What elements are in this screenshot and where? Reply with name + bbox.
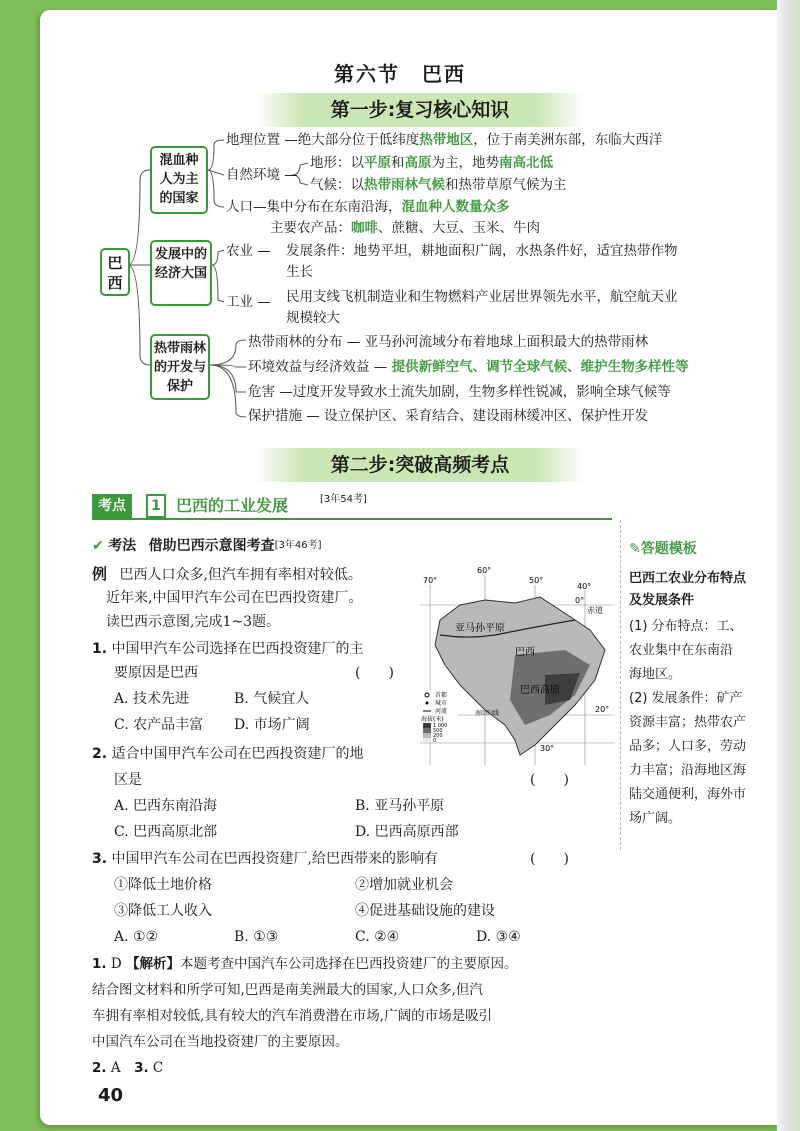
agri-coffee: 咖啡 bbox=[351, 220, 378, 236]
terrain-and: 和 bbox=[391, 155, 405, 171]
q2-stem-1 bbox=[92, 743, 364, 765]
map-equator: 赤道 bbox=[587, 606, 603, 615]
answer-line-4: 中国汽车公司在当地投资建厂的主要原因。 bbox=[92, 1034, 349, 1050]
answer-tag: 【解析】 bbox=[125, 956, 180, 972]
q3-opt-c: C. ②④ bbox=[355, 929, 400, 945]
root-node bbox=[100, 248, 130, 296]
legend-elev-200: 200 bbox=[433, 733, 443, 739]
q3-item-4: ④促进基础设施的建设 bbox=[355, 903, 495, 919]
answer-line-3: 车拥有率相对较低,具有较大的汽车消费潜在市场,广阔的市场是吸引 bbox=[92, 1008, 493, 1024]
elev-200-swatch bbox=[423, 733, 431, 738]
step1-banner: 第一步:复习核心知识 bbox=[255, 93, 585, 127]
elev-1000-swatch bbox=[423, 723, 431, 728]
page-edge bbox=[777, 0, 800, 1131]
map-lat-30: 30° bbox=[540, 744, 555, 753]
check-icon: ✔ bbox=[92, 538, 104, 554]
map-lon-70: 70° bbox=[423, 576, 438, 585]
answer-line-5 bbox=[92, 1057, 163, 1079]
map-plateau-label: 巴西高原 bbox=[520, 685, 560, 696]
agri-cond-1: 发展条件：地势平坦，耕地面积广阔，水热条件好，适宜热带作物 bbox=[286, 243, 678, 259]
answer-line-2: 结合图文材料和所学可知,巴西是南美洲最大的国家,人口众多,但汽 bbox=[92, 982, 483, 998]
legend-elev-500: 500 bbox=[433, 728, 443, 734]
sidebar-title-row bbox=[629, 538, 697, 558]
sidebar-line-5: 海地区。 bbox=[629, 667, 682, 682]
sidebar-line-10: 陆交通便利，海外市 bbox=[629, 787, 747, 802]
ind-line-1: 民用支线飞机制造业和生物燃料产业居世界领先水平，航空航天业 bbox=[286, 289, 678, 305]
kaodian-bar bbox=[92, 494, 612, 520]
agri-label: 农业 bbox=[226, 243, 253, 259]
brazil-map bbox=[415, 565, 615, 770]
map-lon-40: 40° bbox=[577, 582, 592, 591]
sidebar-line-11: 场广阔。 bbox=[629, 811, 682, 826]
geo-location-highlight: 热带地区 bbox=[419, 132, 474, 148]
branch-economy-label: 发展中的经济大国 bbox=[154, 247, 207, 281]
q3-item-1: ①降低土地价格 bbox=[114, 877, 212, 893]
nature-label-row: 自然环境 — bbox=[226, 167, 298, 183]
sidebar-line-4: 农业集中在东南沿 bbox=[629, 643, 734, 658]
q3-num: 3. bbox=[92, 851, 108, 867]
elev-500-swatch bbox=[423, 728, 431, 733]
terrain-plain: 平原 bbox=[364, 155, 391, 171]
q2-opt-d: D. 巴西高原西部 bbox=[355, 824, 459, 840]
rainforest-benefit-row bbox=[248, 357, 689, 377]
branch-rainforest bbox=[150, 334, 210, 400]
agri-products-row bbox=[270, 218, 540, 238]
benefit-highlight: 提供新鲜空气、调节全球气候、维护生物多样性等 bbox=[391, 359, 689, 375]
q1-opt-c: C. 农产品丰富 bbox=[114, 717, 204, 733]
terrain-row bbox=[310, 153, 553, 173]
q1-paren: ( ) bbox=[355, 665, 394, 681]
legend-capital: 首都 bbox=[435, 692, 448, 699]
map-plain-label: 亚马孙平原 bbox=[455, 623, 505, 634]
population-text: —集中分布在东南沿海， bbox=[253, 199, 402, 215]
branch-mixed-race bbox=[150, 146, 208, 214]
climate-highlight: 热带雨林气候 bbox=[364, 177, 445, 193]
root-label: 巴西 bbox=[107, 254, 123, 292]
sidebar-line-8: 品多；人口多，劳动 bbox=[629, 739, 747, 754]
geo-location-label: 地理位置 bbox=[226, 132, 280, 148]
answer-letter: D bbox=[110, 956, 122, 972]
population-label: 人口 bbox=[226, 199, 253, 215]
answer3-num: 3. bbox=[134, 1060, 149, 1076]
map-lon-60: 60° bbox=[477, 566, 492, 575]
kaodian-tag: 考点 bbox=[92, 494, 132, 518]
terrain-text-b: 为主，地势 bbox=[431, 155, 499, 171]
map-lat-20: 20° bbox=[595, 705, 610, 714]
agri-products-text: 、蔗糖、大豆、玉米、牛肉 bbox=[378, 220, 540, 236]
kaodian-stat: [3年54考] bbox=[320, 494, 367, 505]
kaofa-row bbox=[92, 535, 322, 557]
kaodian-number: 1 bbox=[146, 494, 166, 518]
sidebar-title: 答题模板 bbox=[640, 541, 697, 557]
q2-stem-text: 适合中国甲汽车公司在巴西投资建厂的地 bbox=[111, 746, 364, 762]
example-line-2: 近年来,中国甲汽车公司在巴西投资建厂。 bbox=[106, 590, 363, 606]
legend-elev-1000: 1 000 bbox=[433, 723, 448, 729]
branch-economy bbox=[150, 240, 212, 306]
step2-banner: 第二步:突破高频考点 bbox=[255, 448, 585, 482]
section-title: 第六节 巴西 bbox=[334, 62, 466, 86]
agri-products-label: 主要农产品： bbox=[270, 220, 351, 236]
legend-elev-0: 0 bbox=[433, 738, 437, 744]
example-line-3: 读巴西示意图,完成1~3题。 bbox=[106, 614, 280, 630]
rainforest-dist: 热带雨林的分布 — 亚马孙河流域分布着地球上面积最大的热带雨林 bbox=[248, 334, 649, 350]
answer-text-1: 本题考查中国汽车公司选择在巴西投资建厂的主要原因。 bbox=[179, 956, 518, 972]
geo-location-text: —绝大部分位于低纬度 bbox=[284, 132, 420, 148]
rainforest-harm: 危害 —过度开发导致水土流失加剧，生物多样性锐减，影响全球气候等 bbox=[248, 384, 671, 400]
city-symbol bbox=[426, 702, 429, 705]
sidebar-line-6: (2) 发展条件：矿产 bbox=[629, 691, 743, 706]
sidebar-line-9: 力丰富；沿海地区海 bbox=[629, 763, 747, 778]
terrain-text: 地形：以 bbox=[310, 155, 364, 171]
kaofa-title: 借助巴西示意图考查 bbox=[148, 538, 275, 554]
q1-stem-1 bbox=[92, 638, 364, 660]
q2-num: 2. bbox=[92, 746, 108, 762]
map-tropic: 南回归线 bbox=[475, 710, 500, 717]
q1-num: 1. bbox=[92, 641, 108, 657]
answer-template-sidebar bbox=[620, 520, 770, 850]
climate-text-b: 和热带草原气候为主 bbox=[445, 177, 567, 193]
ind-line-2: 规模较大 bbox=[286, 310, 340, 326]
q3-opt-b: B. ①③ bbox=[234, 929, 279, 945]
sidebar-line-7: 资源丰富；热带农产 bbox=[629, 715, 747, 730]
q3-stem bbox=[92, 848, 438, 870]
answer-num: 1. bbox=[92, 956, 107, 972]
q1-stem-2: 要原因是巴西 bbox=[114, 665, 198, 681]
q1-stem-text: 中国甲汽车公司选择在巴西投资建厂的主 bbox=[111, 641, 364, 657]
terrain-slope: 南高北低 bbox=[499, 155, 553, 171]
branch-rainforest-label: 热带雨林的开发与保护 bbox=[154, 341, 207, 394]
example-label: 例 bbox=[92, 565, 108, 583]
answer2-letter: A bbox=[110, 1060, 121, 1076]
answer2-num: 2. bbox=[92, 1060, 107, 1076]
q3-opt-a: A. ①② bbox=[114, 929, 159, 945]
map-lat-0: 0° bbox=[575, 596, 585, 605]
legend-elev: 海拔(米) bbox=[421, 716, 444, 723]
q3-opt-d: D. ③④ bbox=[476, 929, 521, 945]
sidebar-line-2: 及发展条件 bbox=[629, 593, 695, 608]
rainforest-protect: 保护措施 — 设立保护区、采育结合、建设雨林缓冲区、保护性开发 bbox=[248, 408, 649, 424]
kaofa-label: 考法 bbox=[108, 538, 137, 554]
ind-label: 工业 bbox=[226, 294, 253, 310]
answer3-letter: C bbox=[152, 1060, 164, 1076]
q2-opt-a: A. 巴西东南沿海 bbox=[114, 798, 218, 814]
q2-opt-b: B. 亚马孙平原 bbox=[355, 798, 445, 814]
q3-paren: ( ) bbox=[530, 851, 569, 867]
example-line-1 bbox=[92, 563, 362, 586]
nature-label: 自然环境 bbox=[226, 167, 280, 183]
q3-item-3: ③降低工人收入 bbox=[114, 903, 212, 919]
pencil-icon: ✎ bbox=[629, 541, 641, 557]
benefit-label: 环境效益与经济效益 — bbox=[248, 359, 388, 375]
page-number: 40 bbox=[98, 1085, 124, 1106]
legend-river: 河流 bbox=[435, 708, 448, 715]
population-row bbox=[226, 197, 510, 217]
climate-text: 气候：以 bbox=[310, 177, 364, 193]
map-lon-50: 50° bbox=[529, 576, 544, 585]
map-brazil-label: 巴西 bbox=[515, 647, 535, 658]
geo-location-text-b: ，位于南美洲东部，东临大西洋 bbox=[473, 132, 663, 148]
branch-mixed-race-label: 混血种人为主的国家 bbox=[159, 153, 199, 206]
example-text-1: 巴西人口众多,但汽车拥有率相对较低。 bbox=[119, 567, 362, 583]
q1-opt-b: B. 气候宜人 bbox=[234, 691, 310, 707]
kaofa-stat: [3年46考] bbox=[274, 540, 322, 551]
geo-location-row bbox=[226, 130, 662, 150]
answer-line-1 bbox=[92, 953, 517, 975]
q2-stem-2: 区是 bbox=[114, 772, 142, 788]
elev-0-swatch bbox=[423, 738, 431, 742]
legend-city: 城市 bbox=[435, 700, 448, 707]
q2-opt-c: C. 巴西高原北部 bbox=[114, 824, 218, 840]
kaodian-title: 巴西的工业发展 bbox=[176, 496, 289, 515]
agri-cond-2: 生长 bbox=[286, 264, 313, 280]
q1-opt-d: D. 市场广阔 bbox=[234, 717, 310, 733]
q3-item-2: ②增加就业机会 bbox=[355, 877, 453, 893]
climate-row bbox=[310, 175, 567, 195]
sidebar-line-1: 巴西工农业分布特点 bbox=[629, 571, 747, 586]
q2-paren: ( ) bbox=[530, 772, 569, 788]
agri-label-row: 农业 — bbox=[226, 243, 271, 259]
sidebar-line-3: (1) 分布特点：工、 bbox=[629, 619, 743, 634]
population-highlight: 混血种人数量众多 bbox=[401, 199, 510, 215]
q3-stem-text: 中国甲汽车公司在巴西投资建厂,给巴西带来的影响有 bbox=[111, 851, 438, 867]
q1-opt-a: A. 技术先进 bbox=[114, 691, 190, 707]
terrain-plateau: 高原 bbox=[404, 155, 432, 171]
ind-label-row: 工业 — bbox=[226, 294, 271, 310]
